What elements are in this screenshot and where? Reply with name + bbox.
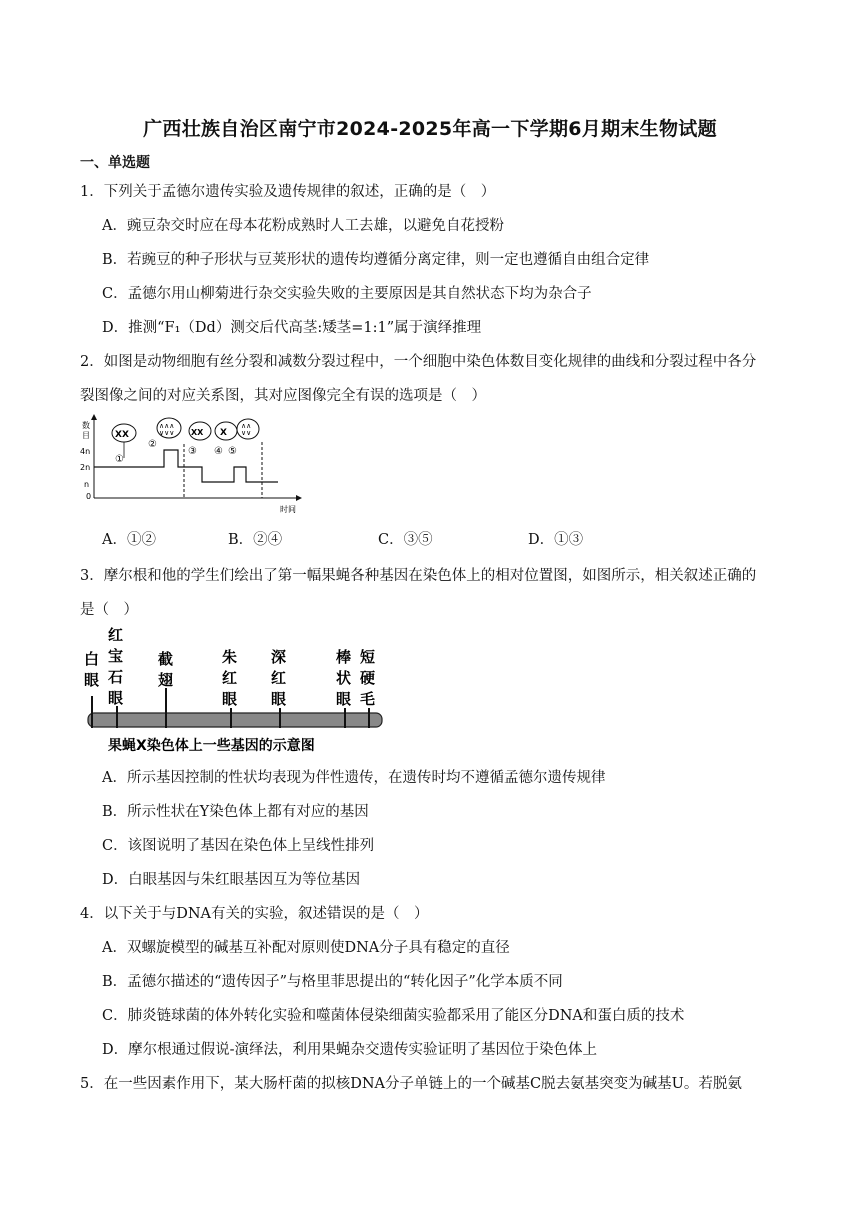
svg-text:白: 白 bbox=[84, 650, 100, 668]
svg-text:毛: 毛 bbox=[360, 690, 376, 708]
graph-tick-0: 0 bbox=[86, 492, 92, 501]
question-1-option-b: B．若豌豆的种子形状与豆荚形状的遗传均遵循分离定律，则一定也遵循自由组合定律 bbox=[102, 252, 650, 268]
svg-text:眼: 眼 bbox=[108, 689, 124, 707]
svg-text:XX: XX bbox=[115, 430, 129, 440]
question-4-option-c: C．肺炎链球菌的体外转化实验和噬菌体侵染细菌实验都采用了能区分DNA和蛋白质的技术 bbox=[102, 1008, 685, 1024]
question-1-option-d: D．推测“F₁（Dd）测交后代高茎:矮茎=1:1”属于演绎推理 bbox=[102, 320, 482, 336]
gene-label-short-bristle bbox=[360, 648, 375, 708]
question-3-option-a: A．所示基因控制的性状均表现为伴性遗传，在遗传时均不遵循孟德尔遗传规律 bbox=[102, 770, 606, 786]
question-4-option-b: B．孟德尔描述的“遗传因子”与格里菲思提出的“转化因子”化学本质不同 bbox=[102, 974, 563, 990]
question-5-stem: 5．在一些因素作用下，某大肠杆菌的拟核DNA分子单链上的一个碱基C脱去氨基突变为碱基U。若脱氨 bbox=[80, 1076, 742, 1092]
svg-text:红: 红 bbox=[271, 669, 287, 687]
marker-4: ④ bbox=[214, 446, 223, 457]
question-2-option-b: B．②④ bbox=[228, 532, 283, 548]
question-1-stem: 1．下列关于孟德尔遗传实验及遗传规律的叙述，正确的是（ ） bbox=[80, 184, 496, 200]
question-4-option-a: A．双螺旋模型的碱基互补配对原则使DNA分子具有稳定的直径 bbox=[102, 940, 510, 956]
svg-text:红: 红 bbox=[108, 626, 124, 644]
svg-text:深: 深 bbox=[271, 648, 287, 666]
svg-text:∧∧: ∧∧ bbox=[241, 422, 252, 430]
question-2-option-c: C．③⑤ bbox=[378, 532, 433, 548]
graph-ylabel-bottom: 目 bbox=[82, 431, 90, 440]
chromosome-bar bbox=[88, 713, 382, 727]
svg-text:眼: 眼 bbox=[84, 671, 100, 689]
question-4-option-d: D．摩尔根通过假说-演绎法，利用果蝇杂交遗传实验证明了基因位于染色体上 bbox=[102, 1042, 598, 1058]
gene-label-white-eye bbox=[84, 650, 99, 689]
svg-text:截: 截 bbox=[158, 650, 174, 668]
question-3-stem-line2: 是（ ） bbox=[80, 602, 138, 618]
gene-label-cut-wing bbox=[158, 650, 173, 689]
graph-x-arrow bbox=[296, 495, 302, 501]
graph-tick-2n: 2n bbox=[80, 463, 91, 472]
question-2-option-a: A．①② bbox=[102, 532, 156, 548]
gene-label-bar-eye bbox=[335, 648, 351, 708]
svg-text:短: 短 bbox=[360, 648, 376, 666]
marker-2: ② bbox=[148, 439, 157, 450]
gene-label-vermilion-eye bbox=[222, 648, 237, 708]
marker-3: ③ bbox=[188, 446, 197, 457]
svg-text:∨∨: ∨∨ bbox=[241, 429, 252, 437]
question-3-option-d: D．白眼基因与朱红眼基因互为等位基因 bbox=[102, 872, 361, 888]
svg-text:眼: 眼 bbox=[336, 690, 352, 708]
chromosome-number-graph bbox=[78, 414, 308, 518]
question-3-option-b: B．所示性状在Y染色体上都有对应的基因 bbox=[102, 804, 369, 820]
svg-text:石: 石 bbox=[108, 668, 124, 686]
svg-text:宝: 宝 bbox=[108, 647, 124, 665]
question-2-stem-line1: 2．如图是动物细胞有丝分裂和减数分裂过程中，一个细胞中染色体数目变化规律的曲线和分裂过程中各分 bbox=[80, 354, 757, 370]
svg-text:∧∧∧: ∧∧∧ bbox=[159, 422, 175, 430]
page-title: 广西壮族自治区南宁市2024-2025年高一下学期6月期末生物试题 bbox=[143, 118, 717, 140]
question-1-option-a: A．豌豆杂交时应在母本花粉成熟时人工去雄，以避免自花授粉 bbox=[102, 218, 504, 234]
graph-tick-n: n bbox=[84, 480, 90, 489]
svg-text:朱: 朱 bbox=[222, 648, 238, 666]
svg-text:状: 状 bbox=[336, 669, 352, 687]
marker-5: ⑤ bbox=[228, 446, 237, 457]
question-2-stem-line2: 裂图像之间的对应关系图，其对应图像完全有误的选项是（ ） bbox=[80, 388, 486, 404]
graph-tick-4n: 4n bbox=[80, 447, 91, 456]
svg-text:硬: 硬 bbox=[360, 669, 376, 687]
x-chromosome-gene-map bbox=[82, 622, 392, 756]
graph-xlabel: 时间 bbox=[280, 505, 296, 514]
svg-text:红: 红 bbox=[222, 669, 238, 687]
svg-text:眼: 眼 bbox=[271, 690, 287, 708]
question-4-stem: 4．以下关于与DNA有关的实验，叙述错误的是（ ） bbox=[80, 906, 429, 922]
gene-label-carmine-eye bbox=[271, 648, 286, 708]
svg-text:X: X bbox=[220, 428, 227, 438]
question-1-option-c: C．孟德尔用山柳菊进行杂交实验失败的主要原因是其自然状态下均为杂合子 bbox=[102, 286, 592, 302]
graph-y-arrow bbox=[91, 414, 97, 420]
graph-ylabel-top: 数 bbox=[82, 421, 90, 430]
question-3-stem-line1: 3．摩尔根和他的学生们绘出了第一幅果蝇各种基因在染色体上的相对位置图，如图所示，相关叙述正确的 bbox=[80, 568, 757, 584]
svg-text:∨∨∨: ∨∨∨ bbox=[159, 429, 175, 437]
svg-text:翅: 翅 bbox=[158, 671, 174, 689]
question-3-option-c: C．该图说明了基因在染色体上呈线性排列 bbox=[102, 838, 375, 854]
marker-1: ① bbox=[115, 454, 124, 465]
svg-text:棒: 棒 bbox=[336, 648, 352, 666]
svg-text:眼: 眼 bbox=[222, 690, 238, 708]
gene-label-ruby-eye bbox=[108, 626, 123, 707]
section-heading: 一、单选题 bbox=[80, 155, 150, 171]
svg-text:XX: XX bbox=[191, 428, 204, 437]
gene-map-caption: 果蝇X染色体上一些基因的示意图 bbox=[108, 738, 315, 754]
question-2-option-d: D．①③ bbox=[528, 532, 584, 548]
